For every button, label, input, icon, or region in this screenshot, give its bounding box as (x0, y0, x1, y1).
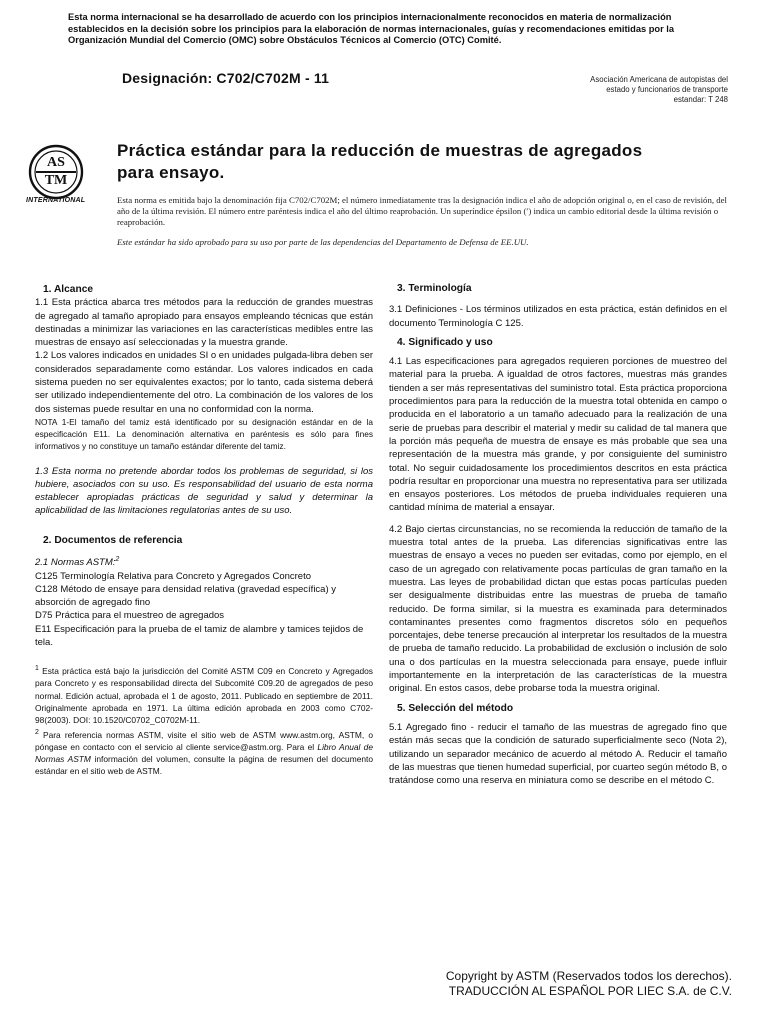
normas-label: 2.1 Normas ASTM: (35, 557, 116, 569)
svg-text:AS: AS (47, 155, 65, 170)
reference-item: C125 Terminología Relativa para Concreto y Agregados Concreto (35, 570, 312, 582)
header-note: Esta norma internacional se ha desarrollado de acuerdo con los principios internacionalmente reconocidos en materia de normalización establecidos en la decisión sobre los principios para la elaboración de normas internacionales, guías y recomendaciones emitidas por la Organización Mundial del Comercio (OMC) sobre Obstáculos Técnicos al Comercio (OTC) Comité. (68, 12, 675, 45)
document-title: Práctica estándar para la reducción de muestras de agregados para ensayo. (117, 141, 643, 182)
svg-text:TM: TM (44, 173, 68, 188)
right-column (389, 282, 727, 787)
section-2-1 (35, 553, 373, 569)
section-3-1: 3.1 Definiciones - Los términos utilizados en esta práctica, están definidos en el documento Terminología C 125. (389, 304, 727, 329)
association-note: Asociación Americana de autopistas del estado y funcionarios de transporte estandar: T 248 (590, 75, 728, 104)
left-column (35, 283, 373, 778)
section-3-heading: 3. Terminología (397, 283, 472, 294)
section-4-heading: 4. Significado y uso (397, 336, 493, 348)
section-1-2: 1.2 Los valores indicados en unidades SI o en unidades pulgada-libra deben ser considerados separadamente como estándar. Los valores indicados en cada sistema pueden no ser equivalentes exactos; por lo tanto, cada sistema deberá ser utilizado independientemente del otro. La combinación de los valores de los dos sistemas puede resultar en una no conformidad con la norma. (35, 350, 374, 415)
section-4-1: 4.1 Las especificaciones para agregados requieren porciones de muestreo del material para la prueba. A igualdad de otros factores, muestras más grandes tienden a ser más representativas del suministro total. Esta práctica proporciona procedimientos para para la reducción de la muestra total obtenida en campo o producida en el laboratorio a un tamaño adecuado para la realización de una serie de pruebas para describir el material y medir su calidad de tal manera que la porción más pequeña de muestra de ensaye es más probable que sea una representación de la muestra más grande, y por consiguiente del suministro total. No seguir cuidadosamente los procedimientos descritos en esta práctica podría resultar en proporcionar una muestra no representativa para ser utilizada en ensayos posteriores. Los métodos de prueba individuales requieren una cantidad mínima de material a ensayar. (389, 356, 727, 514)
footnote-2-text: Para referencia normas ASTM, visite el sitio web de ASTM www.astm.org, ASTM, o póngase en contacto con el servicio al cliente service@astm.org. Para el (35, 729, 373, 752)
logo-label: INTERNATIONAL (26, 197, 86, 204)
designation-code: Designación: C702/C702M (122, 70, 301, 86)
intro-block (117, 195, 737, 248)
reference-item: C128 Método de ensaye para densidad relativa (gravedad específica) y absorción de agregado fino (35, 583, 337, 609)
reference-item: E11 Especificación para la prueba de el tamiz de alambre y tamices tejidos de tela. (35, 623, 364, 648)
book-title: Libro Anual de Normas ASTM (35, 741, 373, 764)
reference-item: D75 Práctica para el muestreo de agregados (35, 610, 225, 622)
footnote-1 (35, 663, 373, 726)
section-2-heading: 2. Documentos de referencia (43, 534, 183, 546)
copyright-line: Copyright by ASTM (Reservados todos los derechos). (445, 969, 732, 983)
footnote-1-text: Esta práctica está bajo la jurisdicción del Comité ASTM C09 en Concreto y Agregados para Concreto y es responsabilidad directa del Subcomité C09.20 de agregados de peso normal. Edición actual, aprobada el 1 de agosto, 2011. Publicado en septiembre de 2011. Originalmente aprobada en 1971. La última edición aprobada en 2003 como C702-98(2003). DOI: 10.1520/C0702_C0702M-11. (35, 666, 373, 726)
designation (122, 70, 329, 86)
footnote-2-number: 2 (35, 728, 39, 736)
designation-year: - 11 (300, 70, 330, 86)
translation-line: TRADUCCIÓN AL ESPAÑOL POR LIEC S.A. de C.V. (448, 984, 732, 998)
footnote-ref: 2 (115, 556, 120, 564)
copyright-block (392, 969, 732, 999)
intro-text: Esta norma es emitida bajo la denominación fija C702/C702M; el número inmediatamente tras la designación indica el año de adopción original o, en el caso de revisión, del año de la última revisión. El número entre paréntesis indica el año del último reaprobación. Un superíndice épsilon (ʹ) indica un cambio editorial desde la última revisión o reaprobación. (117, 195, 727, 228)
footnote-2-text-end: información del volumen, consulte la página de resumen del documento estándar en el sitio web de ASTM. (35, 753, 373, 777)
note-1: NOTA 1-El tamaño del tamiz está identificado por su designación estándar en de la especificación E11. La denominación alternativa en paréntesis es sólo para fines informativos y no constituye un tamaño estándar diferente del tamiz. (35, 416, 373, 452)
section-1-1: 1.1 Esta práctica abarca tres métodos para la reducción de grandes muestras de agregado al tamaño apropiado para ensayos empleando técnicas que están destinadas a minimizar las variaciones en las características medibles entre las muestras de ensayo así seleccionadas y la muestra grande. (35, 297, 373, 349)
section-1-3: 1.3 Esta norma no pretende abordar todos los problemas de seguridad, si los hubiere, asociados con su uso. Es responsabilidad del usuario de esta norma establecer apropiadas prácticas de seguridad y salud y determinar la aplicabilidad de las limitaciones regulatorias antes de su uso. (35, 465, 373, 517)
approval-note: Este estándar ha sido aprobado para su uso por parte de las dependencias del Departamento de Defensa de EE.UU. (117, 236, 529, 247)
section-4-2: 4.2 Bajo ciertas circunstancias, no se recomienda la reducción de tamaño de la muestra total antes de la prueba. Las diferencias significativas entre las muestras de ensayo a veces no pueden ser evitadas, como por ejemplo, en el caso de un agregado con relativamente pocas partículas de gran tamaño en la muestra. Las leyes de probabilidad dictan que estas pocas partículas pueden ser desigualmente distribuidas entre las muestras de prueba de tamaño reducido. De forma similar, si la muestra es examinada para determinados contaminantes presentes como fragmentos discretos sólo en pequeños porcentajes, debe tenerse precaución al interpretar los resultados de la muestra de prueba de tamaño reducido. La probabilidad de exclusión o inclusión de solo una o dos partículas en la muestra seleccionada para ensaye, puede influir importantemente en la interpretación de las características de la muestra original. En estos casos, debe probarse toda la muestra original. (389, 523, 727, 695)
section-5-1: 5.1 Agregado fino - reducir el tamaño de las muestras de agregado fino que están más secas que la condición de saturado superficialmente seco (Nota 2), utilizando un separador mecánico de acuerdo al método A. Reducir el tamaño de las muestras que tienen humedad superficial, por cuarteo según método B, o tratándose como una reserva en miniatura como se describe en el método C. (389, 721, 727, 787)
section-1-heading: 1. Alcance (43, 284, 94, 295)
footnote-1-number: 1 (35, 665, 39, 673)
footnote-2 (35, 727, 373, 778)
section-5-heading: 5. Selección del método (397, 702, 514, 714)
